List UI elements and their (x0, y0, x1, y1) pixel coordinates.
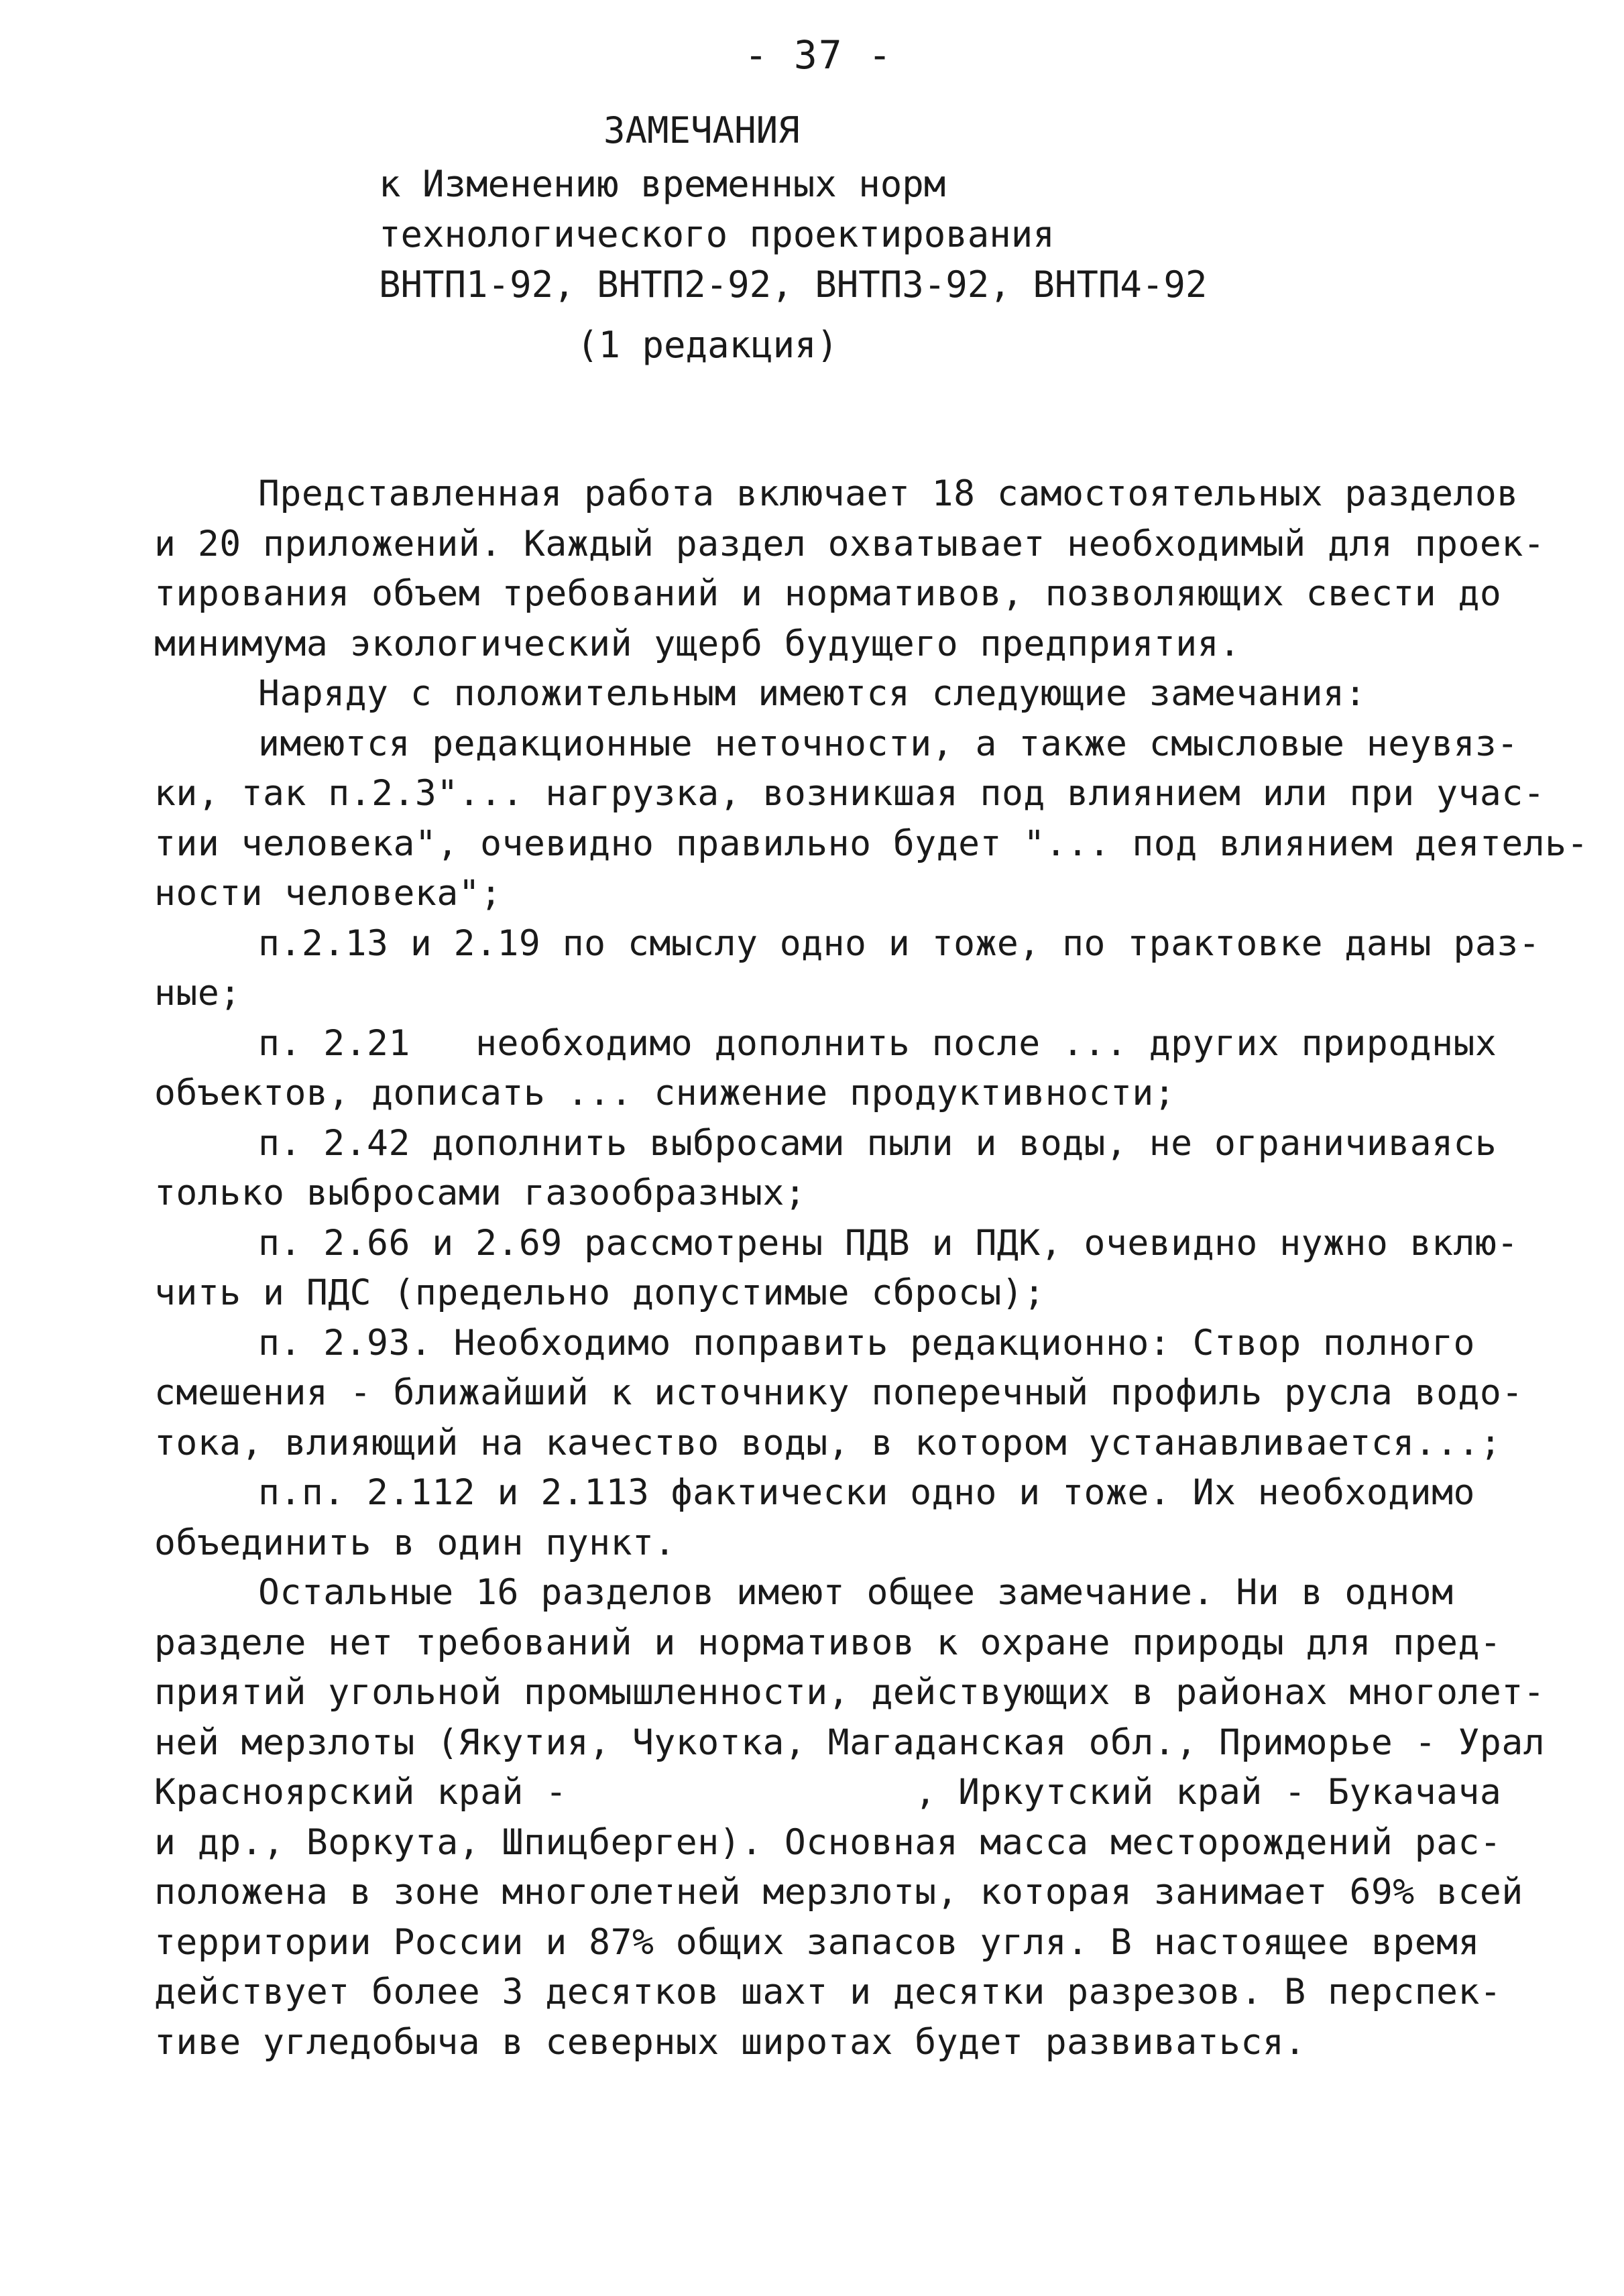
body-line: положена в зоне многолетней мерзлоты, которая занимает 69% всей (154, 1872, 1523, 1913)
body-line: и 20 приложений. Каждый раздел охватывает необходимый для проек- (154, 523, 1546, 564)
subtitle-line-3: ВНТП1-92, ВНТП2-92, ВНТП3-92, ВНТП4-92 (379, 263, 1208, 306)
body-line: тии человека", очевидно правильно будет "... под влиянием деятель- (154, 823, 1588, 864)
body-line: п. 2.93. Необходимо поправить редакционно: Створ полного (258, 1322, 1475, 1364)
body-line: смешения - ближайший к источнику поперечный профиль русла водо- (154, 1372, 1523, 1413)
subtitle-line-2: технологического проектирования (379, 213, 1055, 255)
body-line: имеются редакционные неточности, а также смысловые неувяз- (258, 723, 1519, 764)
edition-label: (1 редакция) (577, 324, 839, 366)
body-line: территории России и 87% общих запасов угля. В настоящее время (154, 1921, 1480, 1963)
body-line: ки, так п.2.3"... нагрузка, возникшая под влиянием или при учас- (154, 773, 1546, 814)
body-line: п.п. 2.112 и 2.113 фактически одно и тоже. Их необходимо (258, 1472, 1475, 1513)
body-line: тирования объем требований и нормативов, позволяющих свести до (154, 573, 1502, 614)
body-line: ности человека"; (154, 873, 502, 914)
body-line: и др., Воркута, Шпицберген). Основная масса месторождений рас- (154, 1821, 1502, 1863)
body-line: объектов, дописать ... снижение продуктивности; (154, 1073, 1176, 1113)
body-line: тока, влияющий на качество воды, в котором устанавливается...; (154, 1422, 1502, 1463)
body-line: п. 2.66 и 2.69 рассмотрены ПДВ и ПДК, очевидно нужно вклю- (258, 1222, 1519, 1264)
body-line: п. 2.21 необходимо дополнить после ... других природных (258, 1022, 1497, 1064)
body-line: Представленная работа включает 18 самостоятельных разделов (258, 473, 1519, 514)
body-line: тиве угледобыча в северных широтах будет развиваться. (154, 2021, 1306, 2063)
page-number: - 37 - (744, 32, 893, 78)
body-line: п. 2.42 дополнить выбросами пыли и воды, не ограничиваясь (258, 1122, 1497, 1164)
body-line: п.2.13 и 2.19 по смыслу одно и тоже, по трактовке даны раз- (258, 922, 1541, 964)
body-line: минимума экологический ущерб будущего предприятия. (154, 623, 1241, 664)
body-line: Остальные 16 разделов имеют общее замечание. Ни в одном (258, 1572, 1454, 1613)
body-line: Красноярский край - , Иркутский край - Букачача (154, 1772, 1502, 1813)
body-line: чить и ПДС (предельно допустимые сбросы); (154, 1272, 1045, 1313)
body-line: приятий угольной промышленности, действующих в районах многолет- (154, 1672, 1546, 1713)
body-line: действует более 3 десятков шахт и десятки разрезов. В перспек- (154, 1972, 1502, 2012)
body-line: только выбросами газообразных; (154, 1172, 807, 1213)
body-line: разделе нет требований и нормативов к охране природы для пред- (154, 1622, 1502, 1663)
body-line: объединить в один пункт. (154, 1522, 676, 1563)
subtitle-line-1: к Изменению временных норм (379, 163, 946, 205)
body-line: ные; (154, 973, 241, 1014)
body-line: Наряду с положительным имеются следующие замечания: (258, 673, 1367, 714)
body-line: ней мерзлоты (Якутия, Чукотка, Магаданская обл., Приморье - Урал (154, 1721, 1546, 1763)
document-title: ЗАМЕЧАНИЯ (603, 109, 800, 152)
document-body (154, 469, 1588, 2067)
